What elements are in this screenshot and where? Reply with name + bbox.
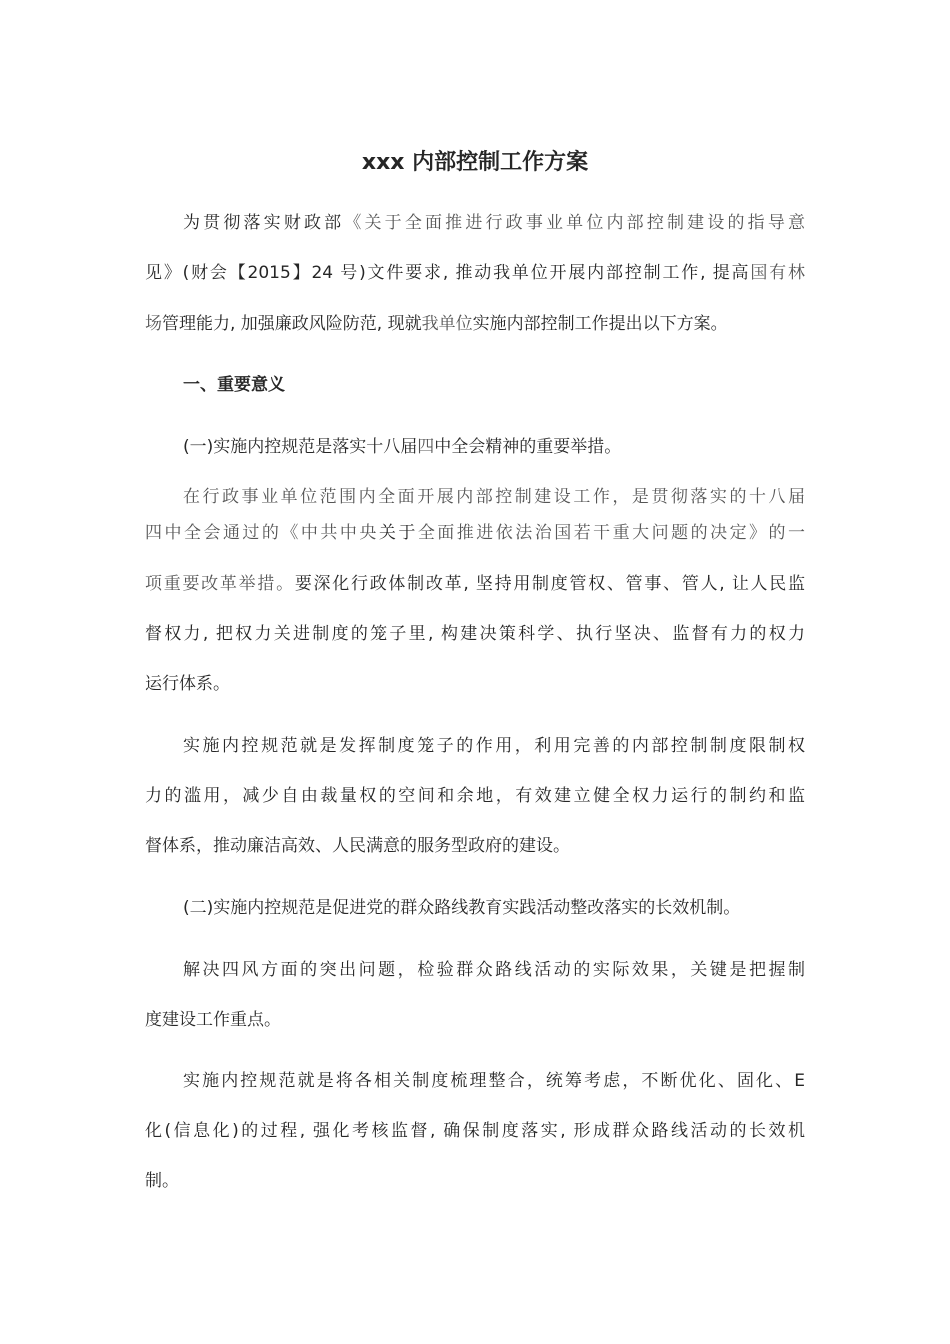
paragraph-line: 为贯彻落实财政部《关于全面推进行政事业单位内部控制建设的指导意	[183, 213, 806, 233]
paragraph-line: 在行政事业单位范围内全面开展内部控制建设工作，是贯彻落实的十八届	[183, 487, 805, 507]
document-title: xxx 内部控制工作方案	[361, 150, 589, 175]
section-heading: 一、重要意义	[183, 375, 285, 395]
paragraph-line: 督权力, 把权力关进制度的笼子里, 构建决策科学、执行坚决、监督有力的权力	[145, 624, 805, 644]
subsection-heading: (二)实施内控规范是促进党的群众路线教育实践活动整改落实的长效机制。	[183, 898, 741, 918]
subsection-heading: (一)实施内控规范是落实十八届四中全会精神的重要举措。	[183, 437, 622, 457]
paragraph-line: 度建设工作重点。	[145, 1010, 281, 1030]
paragraph-line: 化(信息化)的过程, 强化考核监督, 确保制度落实, 形成群众路线活动的长效机	[145, 1121, 805, 1141]
paragraph-line: 四中全会通过的《中共中央关于全面推进依法治国若干重大问题的决定》的一	[145, 523, 806, 543]
paragraph-line: 项重要改革举措。要深化行政体制改革, 坚持用制度管权、管事、管人, 让人民监	[145, 574, 806, 594]
paragraph-line: 制。	[145, 1171, 179, 1191]
paragraph-line: 解决四风方面的突出问题，检验群众路线活动的实际效果，关键是把握制	[183, 960, 805, 980]
paragraph-line: 见》(财会【2015】24 号)文件要求, 推动我单位开展内部控制工作, 提高国有林	[145, 263, 805, 283]
paragraph-line: 实施内控规范就是发挥制度笼子的作用，利用完善的内部控制制度限制权	[183, 736, 805, 756]
paragraph-line: 实施内控规范就是将各相关制度梳理整合，统筹考虑，不断优化、固化、E	[183, 1071, 805, 1091]
paragraph-line: 运行体系。	[145, 674, 230, 694]
paragraph-line: 督体系，推动廉洁高效、人民满意的服务型政府的建设。	[145, 836, 570, 856]
paragraph-line: 力的滥用，减少自由裁量权的空间和余地，有效建立健全权力运行的制约和监	[145, 786, 805, 806]
paragraph-line: 场管理能力, 加强廉政风险防范, 现就我单位实施内部控制工作提出以下方案。	[145, 314, 728, 334]
